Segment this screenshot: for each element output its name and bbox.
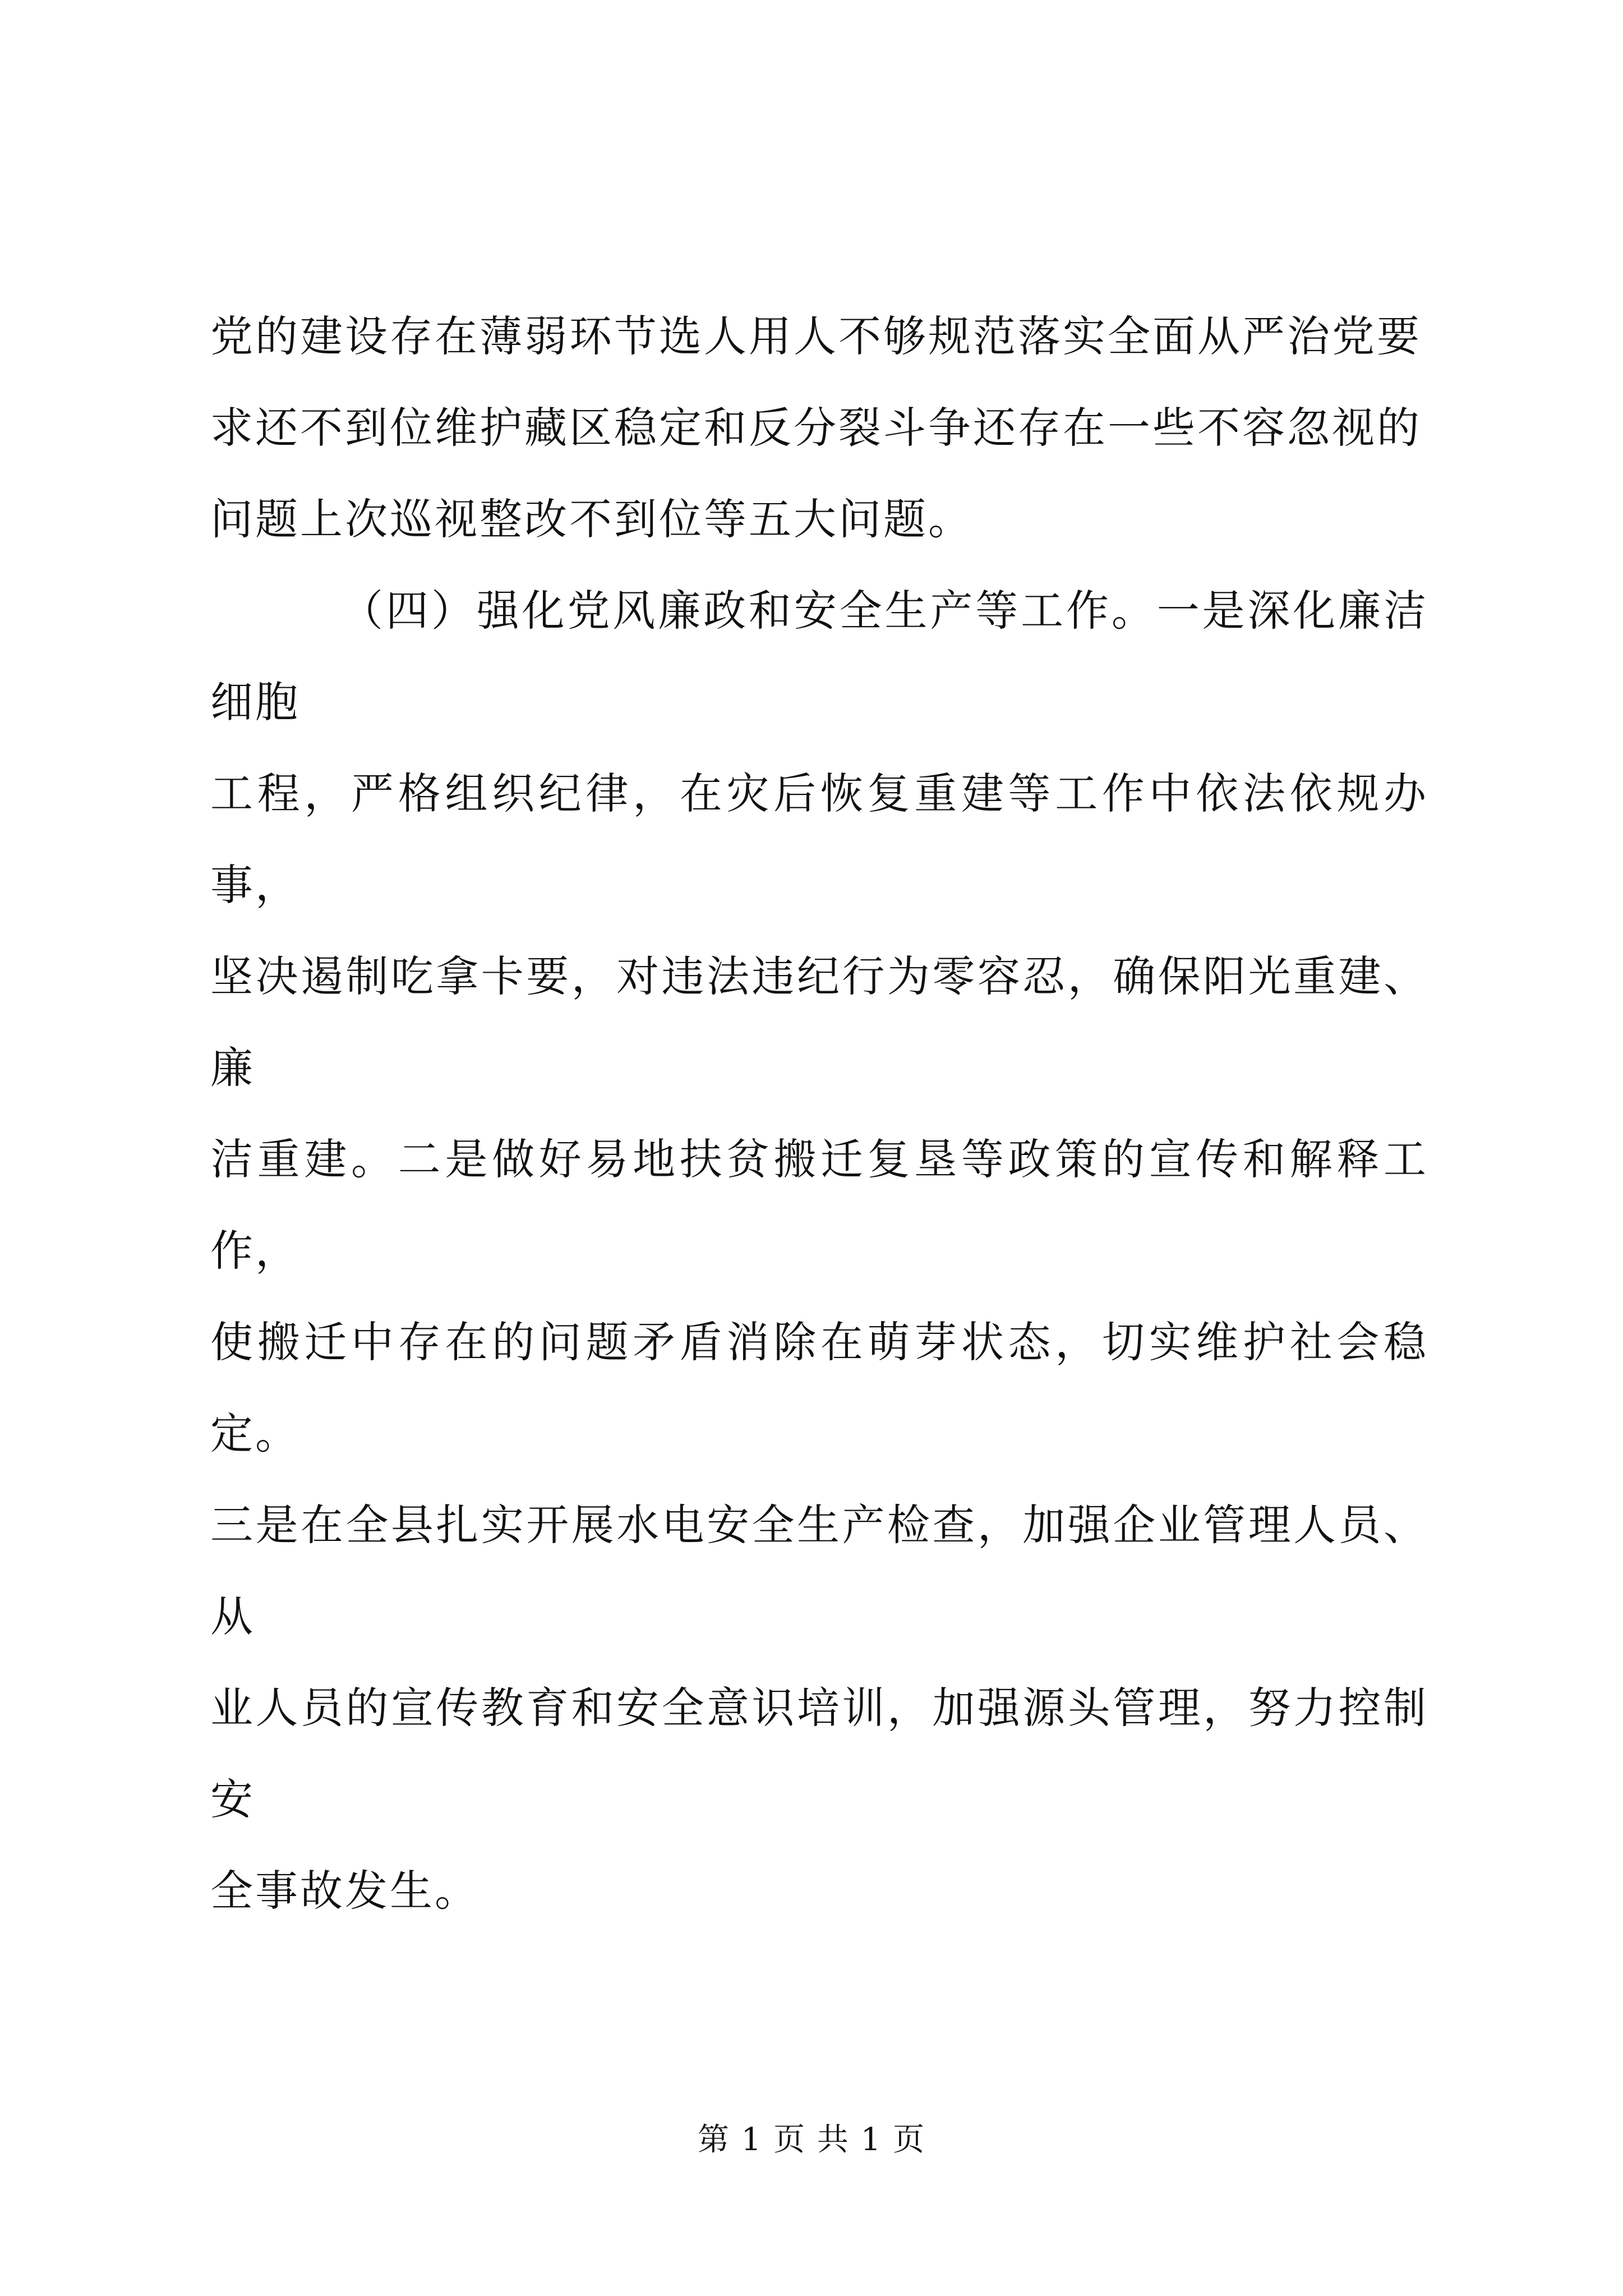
paragraph-party-building-issues: 党的建设存在薄弱环节选人用人不够规范落实全面从严治党要 求还不到位维护藏区稳定和反分裂斗争还存在一些不容忽视的 问题上次巡视整改不到位等五大问题。 [210,311,1422,544]
document-body [210,291,1428,1936]
page-number-footer: 第 1 页 共 1 页 [697,2122,926,2158]
paragraph-integrity-and-safety: （四）强化党风廉政和安全生产等工作。一是深化廉洁细胞 工程，严格组织纪律，在灾后恢复重建等工作中依法依规办事， 坚决遏制吃拿卡要，对违法违纪行为零容忍，确保阳光重建、廉 洁重建。二是做好易地扶贫搬迁复垦等政策的宣传和解释工作， 使搬迁中存在的问题矛盾消除在萌芽状态，切实维护社会稳定。 三是在全县扎实开展水电安全生产检查，加强企业管理人员、从 业人员的宣传教育和安全意识培训，加强源头管理，努力控制安 全事故发生。 [210,586,1429,1916]
